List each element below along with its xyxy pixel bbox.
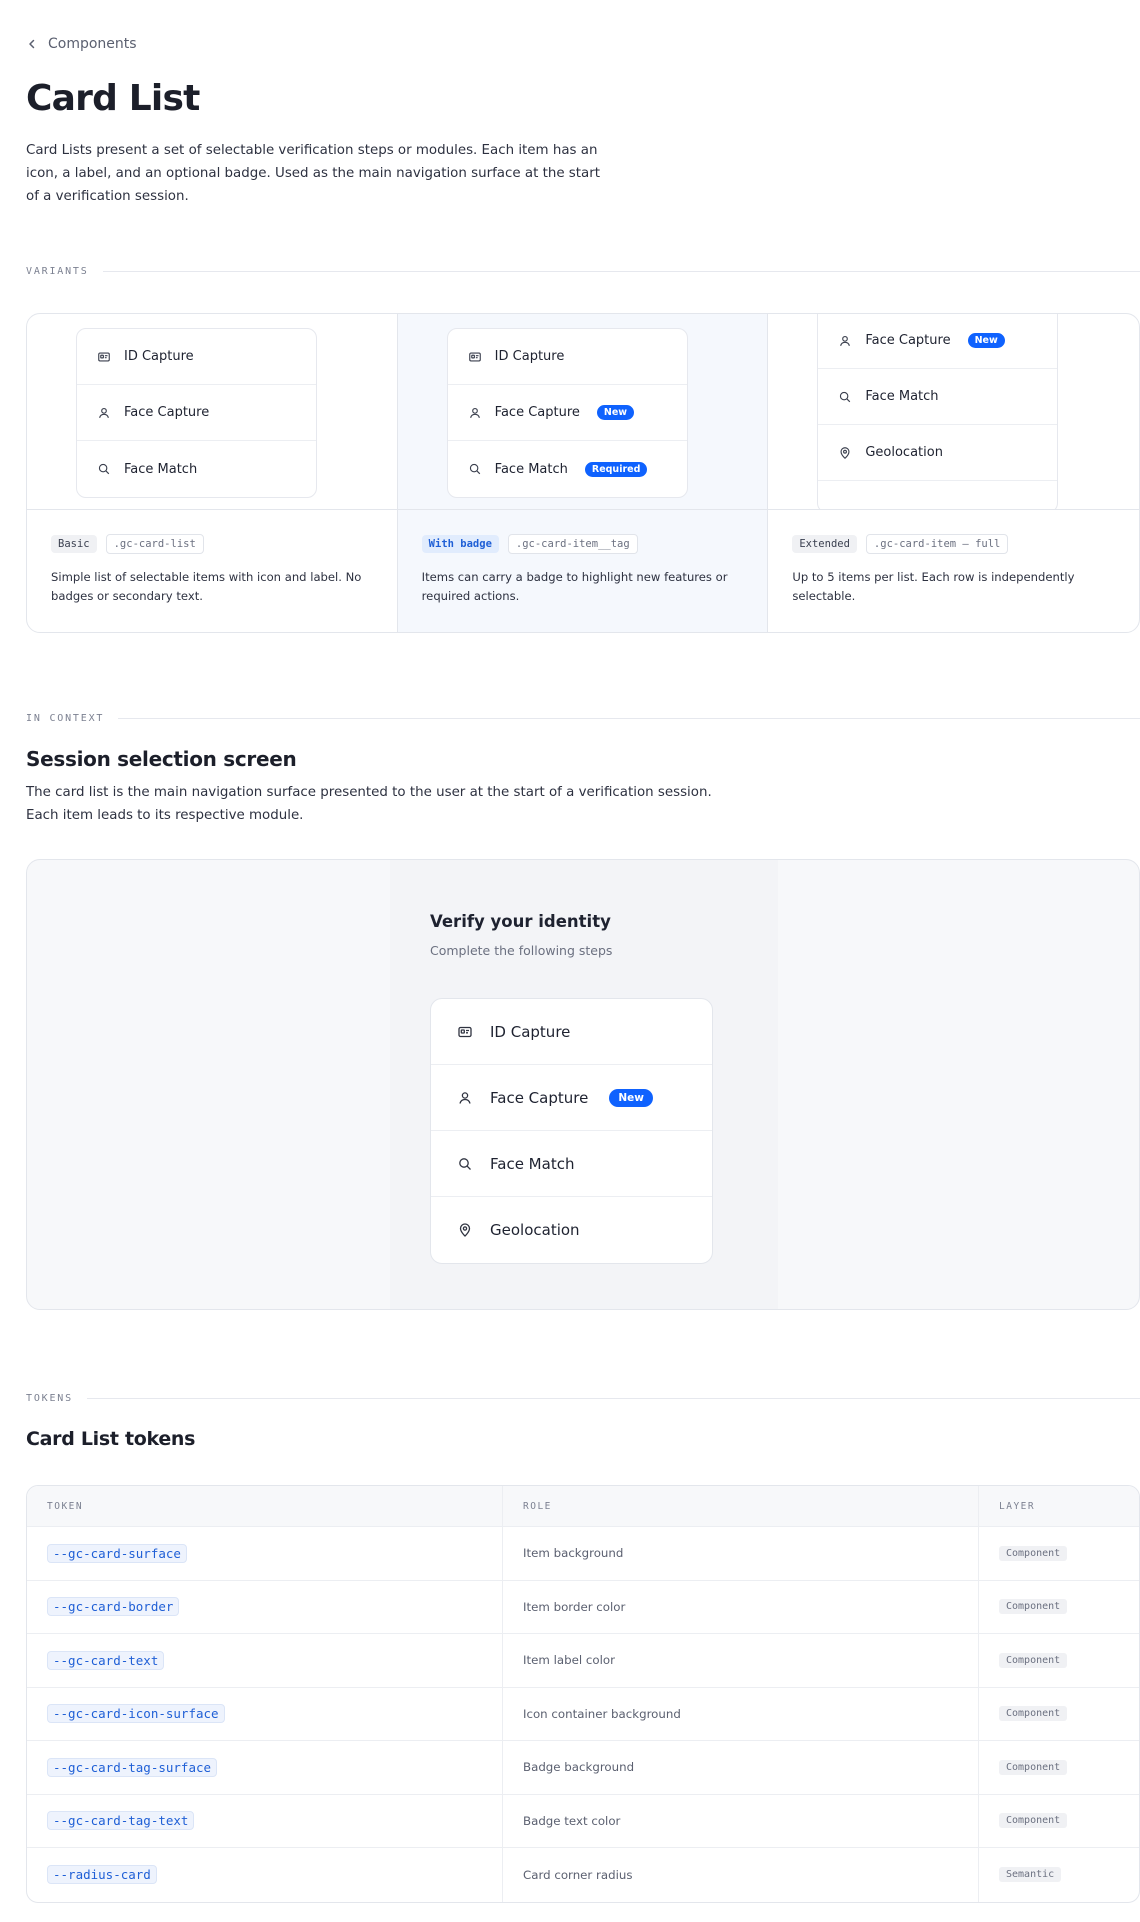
card-item-label: Face Match: [124, 461, 198, 477]
card-item-label: Face Capture: [490, 1088, 589, 1107]
variant-preview: [768, 314, 1139, 510]
new-badge: New: [968, 333, 1005, 348]
page-title: Card List: [26, 78, 200, 119]
card-item-label: Face Match: [494, 461, 568, 477]
variant-with-badge: [398, 314, 769, 632]
card-item[interactable]: [77, 441, 316, 497]
card-item[interactable]: [448, 329, 687, 385]
token-name: --gc-card-border: [47, 1597, 179, 1616]
variant-preview: [398, 314, 768, 510]
new-badge: New: [609, 1089, 653, 1107]
variant-meta: [422, 534, 744, 606]
section-label-tokens: TOKENS: [26, 1393, 1140, 1404]
token-layer: Component: [999, 1599, 1067, 1614]
card-item[interactable]: [77, 385, 316, 441]
table-row: [27, 1634, 1139, 1688]
token-name: --gc-card-text: [47, 1651, 164, 1670]
variant-description: Items can carry a badge to highlight new features or required actions.: [421, 570, 728, 603]
card-item-label: Face Capture: [124, 405, 210, 420]
variant-class: .gc-card-item__tag: [508, 534, 638, 554]
id-card-icon: [468, 350, 482, 364]
token-layer: Component: [999, 1813, 1067, 1828]
table-row: [27, 1527, 1139, 1581]
id-card-icon: [457, 1024, 473, 1040]
variant-description: Simple list of selectable items with icon and label. No badges or secondary text.: [51, 570, 362, 603]
location-pin-icon: [838, 446, 852, 460]
required-badge: Required: [585, 462, 648, 477]
token-layer: Component: [999, 1760, 1067, 1775]
token-role: Icon container background: [523, 1706, 681, 1721]
breadcrumb-label: Components: [48, 36, 137, 52]
card-list: [817, 314, 1058, 510]
card-item-label: Face Match: [490, 1154, 575, 1173]
card-item-label: Face Match: [865, 389, 939, 404]
variant-extended: [768, 314, 1139, 632]
token-role: Card corner radius: [523, 1867, 633, 1882]
screen-subtitle: Complete the following steps: [430, 943, 613, 958]
token-role: Item border color: [523, 1599, 626, 1614]
card-item-label: ID Capture: [494, 349, 565, 364]
card-item-label: ID Capture: [490, 1022, 571, 1041]
back-link[interactable]: [26, 36, 137, 52]
page-intro: Card Lists present a set of selectable verification steps or modules. Each item has an icon, a label, and an optional badge. Used as the main navigation surface at the start of a verification session.: [26, 143, 600, 204]
context-preview: [26, 859, 1140, 1310]
variant-meta: [51, 534, 373, 606]
table-row: [27, 1581, 1139, 1635]
variant-basic: [27, 314, 398, 632]
person-icon: [97, 406, 111, 420]
card-item-label: Face Capture: [494, 405, 580, 420]
variant-description: Up to 5 items per list. Each row is independently selectable.: [792, 570, 1075, 603]
table-row: [27, 1688, 1139, 1742]
person-icon: [468, 406, 482, 420]
table-header: [27, 1486, 1139, 1527]
token-layer: Component: [999, 1706, 1067, 1721]
column-header-token: TOKEN: [47, 1500, 84, 1512]
variant-class: .gc-card-item — full: [866, 534, 1008, 554]
card-list: [447, 328, 688, 498]
variant-preview: [27, 314, 397, 510]
token-name: --gc-card-surface: [47, 1544, 187, 1563]
chevron-left-icon: [26, 38, 38, 50]
session-screen: [390, 860, 778, 1309]
token-role: Item background: [523, 1546, 624, 1561]
new-badge: New: [597, 405, 634, 420]
variants-panel: [26, 313, 1140, 633]
context-title: Session selection screen: [26, 747, 297, 771]
column-header-layer: LAYER: [999, 1500, 1036, 1512]
card-item[interactable]: [818, 369, 1057, 425]
card-list: [76, 328, 317, 498]
token-name: --radius-card: [47, 1865, 157, 1884]
token-layer: Component: [999, 1546, 1067, 1561]
token-name: --gc-card-tag-surface: [47, 1758, 217, 1777]
card-item-label: Geolocation: [865, 445, 943, 460]
card-item[interactable]: [448, 385, 687, 441]
table-row: [27, 1848, 1139, 1902]
card-list: [430, 998, 713, 1264]
column-header-role: ROLE: [523, 1500, 552, 1512]
search-icon: [468, 462, 482, 476]
card-item[interactable]: [77, 329, 316, 385]
screen-title: Verify your identity: [430, 912, 611, 931]
card-item[interactable]: [818, 425, 1057, 481]
token-layer: Component: [999, 1653, 1067, 1668]
token-role: Item label color: [523, 1653, 615, 1668]
search-icon: [838, 390, 852, 404]
variant-meta: [792, 534, 1115, 606]
context-description: The card list is the main navigation surface presented to the user at the start of a verification session. Each item leads to its respective module.: [26, 785, 712, 823]
token-role: Badge text color: [523, 1813, 621, 1828]
table-row: [27, 1795, 1139, 1849]
card-item-label: Face Capture: [865, 333, 951, 348]
card-item-label: Geolocation: [490, 1221, 580, 1239]
variant-tag: Basic: [51, 535, 97, 553]
token-name: --gc-card-tag-text: [47, 1811, 194, 1830]
variant-class: .gc-card-list: [106, 534, 204, 554]
card-item-geolocation[interactable]: [431, 1197, 712, 1263]
card-item-id-capture[interactable]: [431, 999, 712, 1065]
section-label-variants: VARIANTS: [26, 266, 1140, 277]
search-icon: [97, 462, 111, 476]
person-icon: [457, 1090, 473, 1106]
card-item[interactable]: [818, 314, 1057, 369]
tokens-title: Card List tokens: [26, 1428, 196, 1450]
card-item-label: ID Capture: [124, 349, 194, 364]
section-label-context: IN CONTEXT: [26, 713, 1140, 724]
token-name: --gc-card-icon-surface: [47, 1704, 225, 1723]
person-icon: [838, 334, 852, 348]
table-row: [27, 1741, 1139, 1795]
location-pin-icon: [457, 1222, 473, 1238]
tokens-table: [26, 1485, 1140, 1903]
token-role: Badge background: [523, 1760, 635, 1775]
card-item-face-match[interactable]: [431, 1131, 712, 1197]
search-icon: [457, 1156, 473, 1172]
variant-tag: With badge: [422, 535, 499, 553]
card-item[interactable]: [448, 441, 687, 497]
token-layer: Semantic: [999, 1867, 1061, 1882]
id-card-icon: [97, 350, 111, 364]
card-item-face-capture[interactable]: [431, 1065, 712, 1131]
variant-tag: Extended: [792, 535, 857, 553]
